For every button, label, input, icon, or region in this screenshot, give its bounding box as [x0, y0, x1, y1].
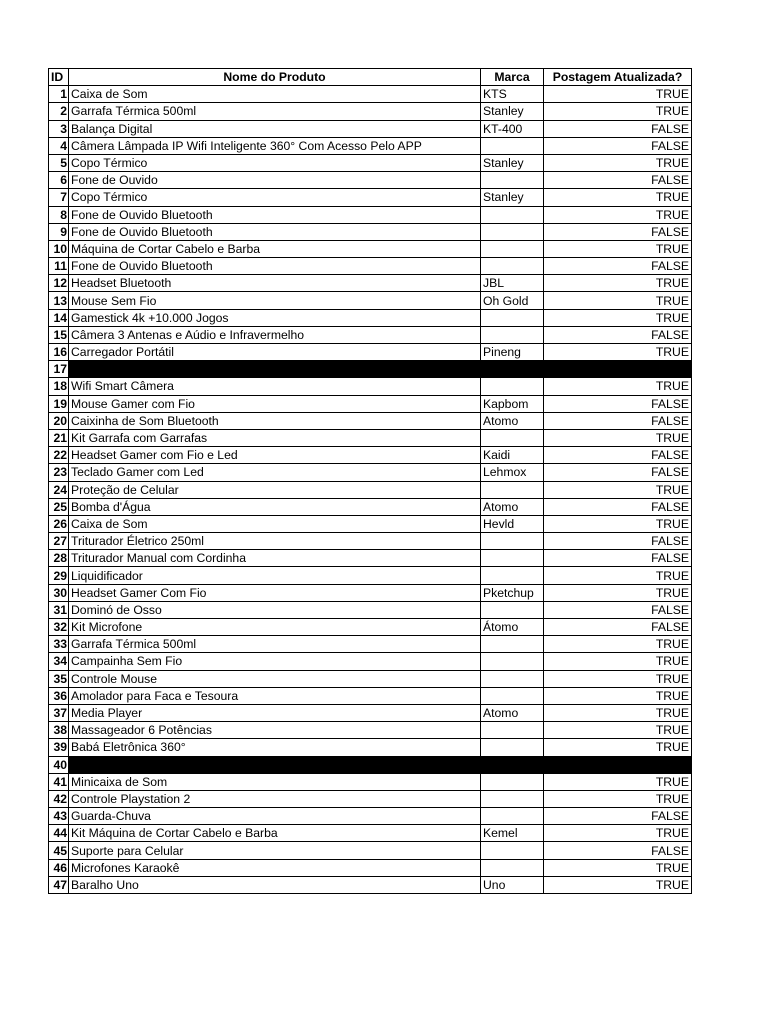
cell-product-name[interactable]: Amolador para Faca e Tesoura	[69, 687, 481, 704]
cell-brand[interactable]	[481, 223, 544, 240]
table-row	[49, 567, 692, 584]
cell-brand[interactable]: Átomo	[481, 619, 544, 636]
cell-brand[interactable]: Kapbom	[481, 395, 544, 412]
cell-id[interactable]: 21	[49, 429, 69, 446]
table-row	[49, 584, 692, 601]
cell-id[interactable]: 25	[49, 498, 69, 515]
cell-product-name[interactable]: Controle Mouse	[69, 670, 481, 687]
cell-id[interactable]: 1	[49, 86, 69, 103]
table-row	[49, 533, 692, 550]
cell-id[interactable]: 40	[49, 756, 69, 773]
cell-product-name[interactable]: Campainha Sem Fio	[69, 653, 481, 670]
cell-id[interactable]: 2	[49, 103, 69, 120]
cell-id[interactable]: 26	[49, 515, 69, 532]
cell-id[interactable]: 14	[49, 309, 69, 326]
table-row	[49, 189, 692, 206]
table-row	[49, 670, 692, 687]
cell-product-name[interactable]: Câmera 3 Antenas e Aúdio e Infravermelho	[69, 326, 481, 343]
table-row	[49, 223, 692, 240]
cell-id[interactable]: 18	[49, 378, 69, 395]
cell-post-updated[interactable]: FALSE	[544, 223, 692, 240]
table-row	[49, 172, 692, 189]
cell-post-updated[interactable]: FALSE	[544, 137, 692, 154]
cell-brand[interactable]: Uno	[481, 876, 544, 893]
table-row	[49, 704, 692, 721]
table-row	[49, 206, 692, 223]
cell-product-name[interactable]: Minicaixa de Som	[69, 773, 481, 790]
cell-brand[interactable]	[481, 842, 544, 859]
cell-post-updated[interactable]: FALSE	[544, 464, 692, 481]
cell-post-updated[interactable]: TRUE	[544, 567, 692, 584]
cell-brand[interactable]: Stanley	[481, 189, 544, 206]
cell-post-updated[interactable]: FALSE	[544, 412, 692, 429]
cell-brand[interactable]	[481, 258, 544, 275]
cell-product-name[interactable]: Copo Térmico	[69, 189, 481, 206]
table-row	[49, 103, 692, 120]
cell-id[interactable]: 38	[49, 722, 69, 739]
table-row	[49, 240, 692, 257]
cell-id[interactable]: 20	[49, 412, 69, 429]
cell-id[interactable]: 22	[49, 447, 69, 464]
cell-id[interactable]: 39	[49, 739, 69, 756]
header-id[interactable]: ID	[49, 69, 69, 86]
cell-post-updated[interactable]: TRUE	[544, 790, 692, 807]
cell-product-name[interactable]: Kit Microfone	[69, 619, 481, 636]
cell-brand[interactable]	[481, 687, 544, 704]
cell-product-name[interactable]: Baralho Uno	[69, 876, 481, 893]
cell-brand[interactable]	[481, 739, 544, 756]
cell-brand[interactable]	[481, 550, 544, 567]
cell-id[interactable]: 43	[49, 808, 69, 825]
cell-brand[interactable]	[481, 137, 544, 154]
cell-post-updated[interactable]: TRUE	[544, 687, 692, 704]
cell-id[interactable]: 24	[49, 481, 69, 498]
cell-post-updated[interactable]: TRUE	[544, 704, 692, 721]
cell-post-updated[interactable]: FALSE	[544, 619, 692, 636]
table-row	[49, 154, 692, 171]
table-row	[49, 842, 692, 859]
cell-brand[interactable]	[481, 172, 544, 189]
cell-post-updated[interactable]: TRUE	[544, 86, 692, 103]
cell-post-updated[interactable]: TRUE	[544, 515, 692, 532]
cell-product-name[interactable]: Headset Gamer Com Fio	[69, 584, 481, 601]
cell-post-updated[interactable]: FALSE	[544, 498, 692, 515]
cell-product-name[interactable]: Massageador 6 Potências	[69, 722, 481, 739]
cell-product-name[interactable]: Wifi Smart Câmera	[69, 378, 481, 395]
table-row	[49, 601, 692, 618]
cell-product-name[interactable]: Guarda-Chuva	[69, 808, 481, 825]
table-row	[49, 687, 692, 704]
table-row-blank	[49, 361, 692, 378]
table-row	[49, 481, 692, 498]
cell-id[interactable]: 45	[49, 842, 69, 859]
cell-id[interactable]: 8	[49, 206, 69, 223]
cell-product-name[interactable]: Triturador Manual com Cordinha	[69, 550, 481, 567]
cell-brand[interactable]: Atomo	[481, 412, 544, 429]
table-row	[49, 258, 692, 275]
cell-post-updated[interactable]: TRUE	[544, 481, 692, 498]
cell-post-updated[interactable]: TRUE	[544, 292, 692, 309]
cell-id[interactable]: 6	[49, 172, 69, 189]
cell-id[interactable]: 44	[49, 825, 69, 842]
cell-post-updated[interactable]: FALSE	[544, 172, 692, 189]
cell-id[interactable]: 34	[49, 653, 69, 670]
table-row	[49, 326, 692, 343]
cell-id[interactable]: 12	[49, 275, 69, 292]
cell-id[interactable]: 5	[49, 154, 69, 171]
cell-product-name[interactable]: Dominó de Osso	[69, 601, 481, 618]
cell-product-name[interactable]: Mouse Gamer com Fio	[69, 395, 481, 412]
cell-brand[interactable]	[481, 790, 544, 807]
cell-product-name[interactable]: Balança Digital	[69, 120, 481, 137]
cell-id[interactable]: 28	[49, 550, 69, 567]
cell-post-updated[interactable]: TRUE	[544, 653, 692, 670]
cell-id[interactable]: 16	[49, 344, 69, 361]
table-row	[49, 773, 692, 790]
cell-product-name[interactable]: Headset Bluetooth	[69, 275, 481, 292]
cell-post-updated[interactable]: TRUE	[544, 154, 692, 171]
cell-brand[interactable]: Kemel	[481, 825, 544, 842]
cell-post-updated[interactable]: TRUE	[544, 103, 692, 120]
cell-product-name[interactable]: Bomba d'Água	[69, 498, 481, 515]
table-row	[49, 636, 692, 653]
cell-id[interactable]: 29	[49, 567, 69, 584]
cell-post-updated[interactable]: TRUE	[544, 584, 692, 601]
cell-brand[interactable]: Stanley	[481, 103, 544, 120]
cell-product-name[interactable]: Máquina de Cortar Cabelo e Barba	[69, 240, 481, 257]
cell-brand[interactable]	[481, 601, 544, 618]
table-row	[49, 378, 692, 395]
cell-product-name[interactable]: Fone de Ouvido	[69, 172, 481, 189]
cell-id[interactable]: 4	[49, 137, 69, 154]
cell-post-updated[interactable]: TRUE	[544, 275, 692, 292]
cell-post-updated[interactable]: TRUE	[544, 773, 692, 790]
cell-brand[interactable]	[481, 567, 544, 584]
cell-brand[interactable]: Pketchup	[481, 584, 544, 601]
cell-id[interactable]: 36	[49, 687, 69, 704]
table-row	[49, 515, 692, 532]
cell-id[interactable]: 46	[49, 859, 69, 876]
cell-brand[interactable]: Atomo	[481, 704, 544, 721]
cell-post-updated[interactable]: FALSE	[544, 808, 692, 825]
products-table	[48, 68, 692, 894]
cell-id[interactable]: 7	[49, 189, 69, 206]
cell-brand[interactable]	[481, 361, 544, 378]
cell-brand[interactable]	[481, 670, 544, 687]
cell-brand[interactable]	[481, 653, 544, 670]
cell-id[interactable]: 42	[49, 790, 69, 807]
table-row	[49, 876, 692, 893]
cell-post-updated[interactable]: TRUE	[544, 670, 692, 687]
cell-brand[interactable]	[481, 859, 544, 876]
table-row	[49, 344, 692, 361]
cell-brand[interactable]: Kaidi	[481, 447, 544, 464]
table-row	[49, 790, 692, 807]
cell-brand[interactable]	[481, 722, 544, 739]
cell-id[interactable]: 41	[49, 773, 69, 790]
cell-post-updated[interactable]: TRUE	[544, 240, 692, 257]
cell-brand[interactable]	[481, 378, 544, 395]
product-sheet	[48, 68, 692, 894]
cell-product-name[interactable]: Fone de Ouvido Bluetooth	[69, 223, 481, 240]
cell-product-name[interactable]: Babá Eletrônica 360°	[69, 739, 481, 756]
cell-id[interactable]: 17	[49, 361, 69, 378]
cell-product-name[interactable]	[69, 756, 481, 773]
cell-product-name[interactable]: Caixinha de Som Bluetooth	[69, 412, 481, 429]
cell-id[interactable]: 23	[49, 464, 69, 481]
cell-product-name[interactable]: Mouse Sem Fio	[69, 292, 481, 309]
table-row	[49, 412, 692, 429]
table-row	[49, 808, 692, 825]
table-row	[49, 86, 692, 103]
cell-post-updated[interactable]: TRUE	[544, 636, 692, 653]
header-post-updated[interactable]: Postagem Atualizada?	[544, 69, 692, 86]
cell-brand[interactable]	[481, 533, 544, 550]
cell-post-updated[interactable]: TRUE	[544, 429, 692, 446]
cell-post-updated[interactable]: FALSE	[544, 533, 692, 550]
cell-brand[interactable]	[481, 636, 544, 653]
cell-product-name[interactable]: Copo Térmico	[69, 154, 481, 171]
table-row	[49, 137, 692, 154]
cell-id[interactable]: 33	[49, 636, 69, 653]
cell-post-updated[interactable]: TRUE	[544, 876, 692, 893]
cell-post-updated[interactable]: FALSE	[544, 601, 692, 618]
cell-brand[interactable]	[481, 773, 544, 790]
cell-product-name[interactable]: Suporte para Celular	[69, 842, 481, 859]
table-row	[49, 292, 692, 309]
cell-id[interactable]: 15	[49, 326, 69, 343]
table-row	[49, 120, 692, 137]
table-row	[49, 859, 692, 876]
cell-brand[interactable]: Pineng	[481, 344, 544, 361]
cell-id[interactable]: 19	[49, 395, 69, 412]
cell-post-updated[interactable]: FALSE	[544, 842, 692, 859]
cell-id[interactable]: 31	[49, 601, 69, 618]
cell-brand[interactable]: Hevld	[481, 515, 544, 532]
cell-product-name[interactable]: Caixa de Som	[69, 515, 481, 532]
cell-post-updated[interactable]: TRUE	[544, 739, 692, 756]
cell-brand[interactable]	[481, 808, 544, 825]
table-row	[49, 429, 692, 446]
cell-product-name[interactable]: Câmera Lâmpada IP Wifi Inteligente 360° Com Acesso Pelo APP	[69, 137, 481, 154]
cell-post-updated[interactable]: TRUE	[544, 859, 692, 876]
cell-product-name[interactable]: Teclado Gamer com Led	[69, 464, 481, 481]
header-product-name[interactable]: Nome do Produto	[69, 69, 481, 86]
cell-product-name[interactable]: Gamestick 4k +10.000 Jogos	[69, 309, 481, 326]
cell-post-updated[interactable]: TRUE	[544, 722, 692, 739]
cell-post-updated[interactable]	[544, 361, 692, 378]
table-row	[49, 395, 692, 412]
cell-product-name[interactable]: Proteção de Celular	[69, 481, 481, 498]
table-row	[49, 447, 692, 464]
cell-brand[interactable]: Atomo	[481, 498, 544, 515]
cell-id[interactable]: 13	[49, 292, 69, 309]
cell-brand[interactable]: Stanley	[481, 154, 544, 171]
cell-id[interactable]: 3	[49, 120, 69, 137]
cell-id[interactable]: 27	[49, 533, 69, 550]
cell-id[interactable]: 47	[49, 876, 69, 893]
cell-brand[interactable]	[481, 756, 544, 773]
cell-id[interactable]: 10	[49, 240, 69, 257]
cell-post-updated[interactable]: TRUE	[544, 189, 692, 206]
cell-product-name[interactable]: Headset Gamer com Fio e Led	[69, 447, 481, 464]
table-row	[49, 309, 692, 326]
cell-post-updated[interactable]: TRUE	[544, 825, 692, 842]
cell-post-updated[interactable]: TRUE	[544, 206, 692, 223]
cell-id[interactable]: 37	[49, 704, 69, 721]
cell-product-name[interactable]: Triturador Életrico 250ml	[69, 533, 481, 550]
cell-product-name[interactable]: Kit Garrafa com Garrafas	[69, 429, 481, 446]
cell-brand[interactable]	[481, 326, 544, 343]
table-row	[49, 825, 692, 842]
cell-brand[interactable]	[481, 309, 544, 326]
header-brand[interactable]: Marca	[481, 69, 544, 86]
cell-brand[interactable]	[481, 240, 544, 257]
table-row	[49, 498, 692, 515]
table-row	[49, 653, 692, 670]
cell-post-updated[interactable]: FALSE	[544, 447, 692, 464]
table-row	[49, 619, 692, 636]
cell-product-name[interactable]: Liquidificador	[69, 567, 481, 584]
cell-post-updated[interactable]: TRUE	[544, 309, 692, 326]
cell-product-name[interactable]	[69, 361, 481, 378]
cell-post-updated[interactable]: FALSE	[544, 395, 692, 412]
cell-brand[interactable]	[481, 206, 544, 223]
cell-id[interactable]: 35	[49, 670, 69, 687]
cell-post-updated[interactable]: TRUE	[544, 378, 692, 395]
cell-id[interactable]: 30	[49, 584, 69, 601]
cell-brand[interactable]: Oh Gold	[481, 292, 544, 309]
cell-product-name[interactable]: Controle Playstation 2	[69, 790, 481, 807]
cell-brand[interactable]: JBL	[481, 275, 544, 292]
cell-product-name[interactable]: Fone de Ouvido Bluetooth	[69, 206, 481, 223]
header-row	[49, 69, 692, 86]
cell-id[interactable]: 11	[49, 258, 69, 275]
cell-post-updated[interactable]	[544, 756, 692, 773]
table-row	[49, 739, 692, 756]
cell-product-name[interactable]: Media Player	[69, 704, 481, 721]
cell-brand[interactable]: KTS	[481, 86, 544, 103]
cell-post-updated[interactable]: FALSE	[544, 326, 692, 343]
cell-brand[interactable]	[481, 429, 544, 446]
cell-product-name[interactable]: Garrafa Térmica 500ml	[69, 636, 481, 653]
table-row	[49, 722, 692, 739]
cell-product-name[interactable]: Carregador Portátil	[69, 344, 481, 361]
cell-post-updated[interactable]: TRUE	[544, 344, 692, 361]
cell-brand[interactable]	[481, 481, 544, 498]
cell-product-name[interactable]: Microfones Karaokê	[69, 859, 481, 876]
cell-brand[interactable]: Lehmox	[481, 464, 544, 481]
cell-product-name[interactable]: Caixa de Som	[69, 86, 481, 103]
cell-id[interactable]: 32	[49, 619, 69, 636]
cell-post-updated[interactable]: FALSE	[544, 550, 692, 567]
table-row	[49, 464, 692, 481]
table-row	[49, 275, 692, 292]
cell-id[interactable]: 9	[49, 223, 69, 240]
table-row	[49, 550, 692, 567]
cell-product-name[interactable]: Garrafa Térmica 500ml	[69, 103, 481, 120]
cell-brand[interactable]: KT-400	[481, 120, 544, 137]
cell-product-name[interactable]: Kit Máquina de Cortar Cabelo e Barba	[69, 825, 481, 842]
table-row-blank	[49, 756, 692, 773]
cell-product-name[interactable]: Fone de Ouvido Bluetooth	[69, 258, 481, 275]
cell-post-updated[interactable]: FALSE	[544, 120, 692, 137]
cell-post-updated[interactable]: FALSE	[544, 258, 692, 275]
